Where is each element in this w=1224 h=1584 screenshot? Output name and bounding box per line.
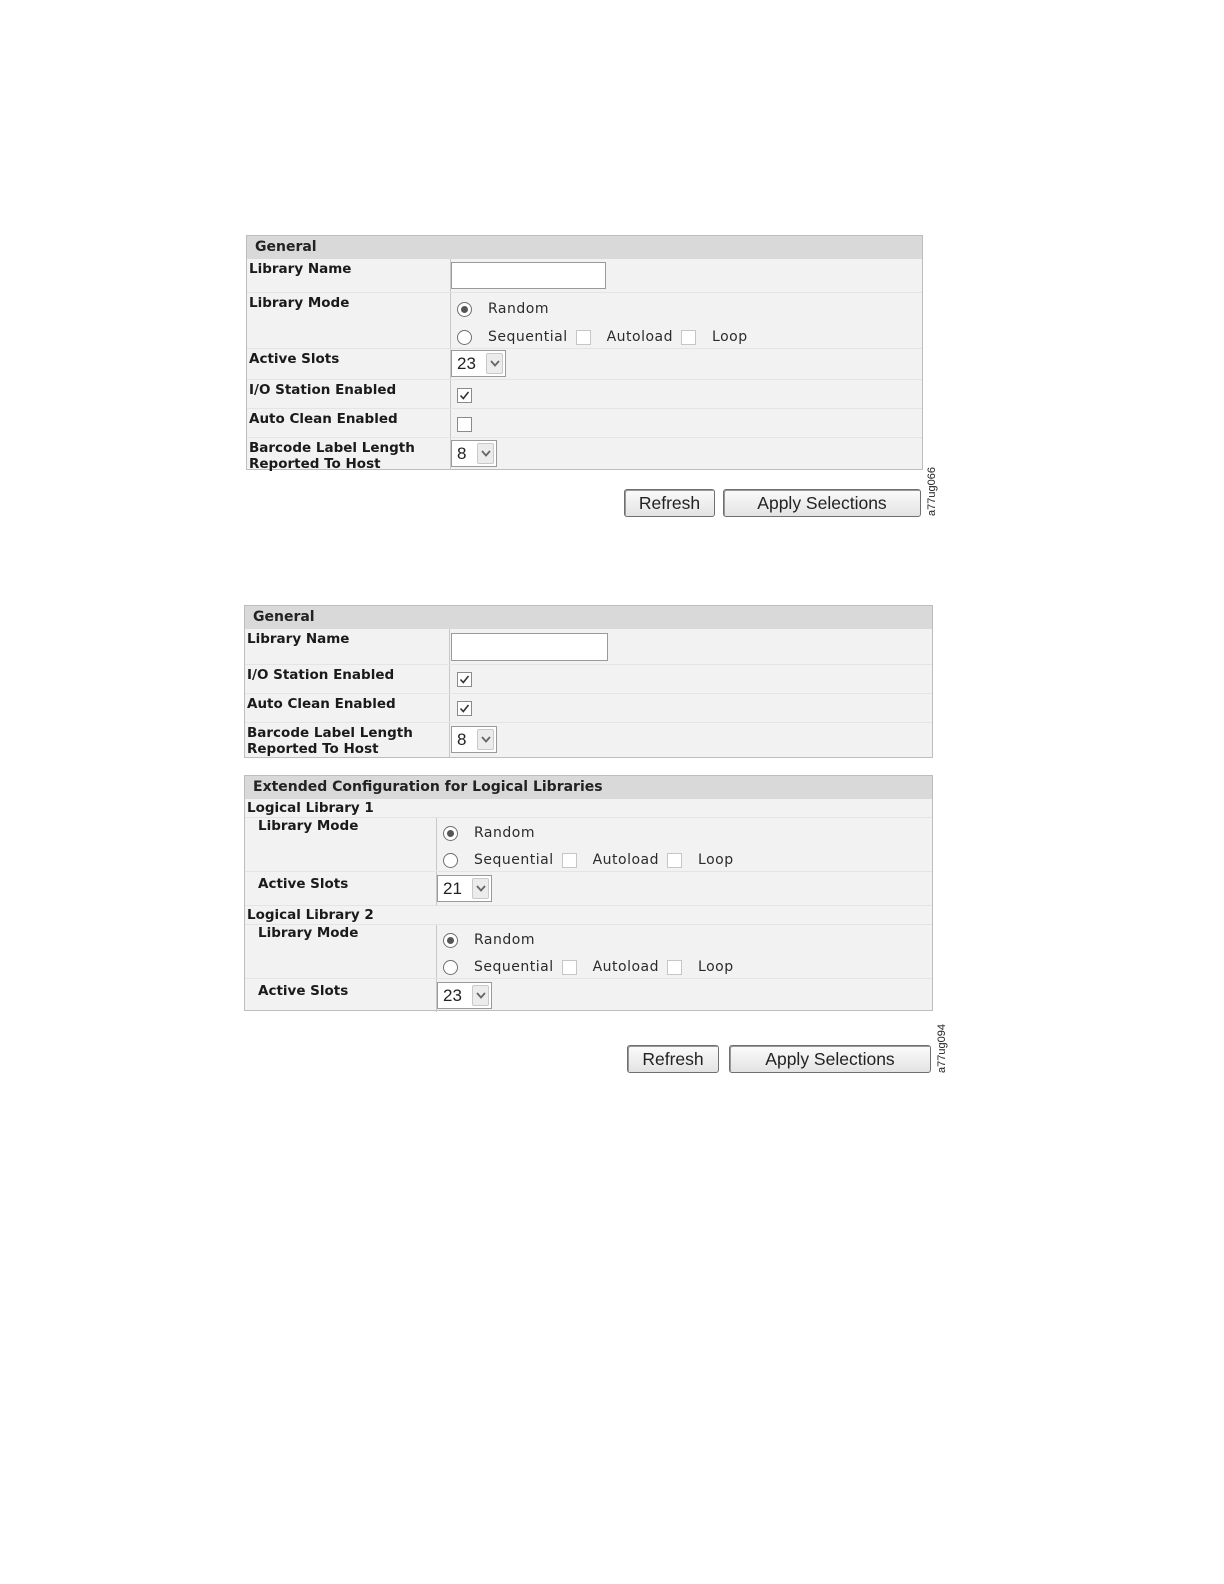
auto-clean-checkbox[interactable] (457, 701, 472, 716)
check-icon (459, 703, 470, 714)
library-mode-row (247, 292, 922, 348)
refresh-button[interactable]: Refresh (624, 489, 715, 517)
loop-checkbox[interactable] (667, 853, 682, 868)
extended-config-panel (244, 775, 933, 1011)
loop-label: Loop (698, 959, 734, 975)
check-icon (459, 390, 470, 401)
library-mode-label: Library Mode (258, 925, 359, 941)
radio-sequential[interactable] (443, 960, 458, 975)
refresh-button[interactable]: Refresh (627, 1045, 719, 1073)
active-slots-value: 23 (457, 353, 476, 373)
figure-id: a77ug094 (936, 1024, 948, 1073)
apply-selections-button[interactable]: Apply Selections (723, 489, 921, 517)
io-station-checkbox[interactable] (457, 388, 472, 403)
mode-random-option[interactable] (457, 301, 549, 317)
barcode-label (247, 725, 447, 757)
general-header: General (245, 606, 932, 629)
radio-sequential[interactable] (443, 853, 458, 868)
general-panel-fig2 (244, 605, 933, 758)
io-station-checkbox[interactable] (457, 672, 472, 687)
mode-sequential-label: Sequential (488, 329, 568, 345)
active-slots-label: Active Slots (258, 876, 349, 892)
library-mode-label: Library Mode (258, 818, 359, 834)
io-station-row (247, 379, 922, 408)
library-name-input[interactable] (451, 262, 606, 289)
io-station-label: I/O Station Enabled (249, 382, 397, 398)
barcode-label-line2: Reported To Host (247, 741, 379, 757)
chevron-down-icon[interactable] (472, 878, 489, 899)
library-name-row (247, 259, 922, 292)
active-slots-row (245, 978, 932, 1012)
barcode-label-line1: Barcode Label Length (249, 440, 415, 456)
barcode-row (245, 722, 932, 759)
barcode-label-line1: Barcode Label Length (247, 725, 413, 741)
auto-clean-row (245, 693, 932, 722)
general-header: General (247, 236, 922, 259)
mode-random-label: Random (474, 825, 535, 841)
check-icon (459, 674, 470, 685)
io-station-label: I/O Station Enabled (247, 667, 395, 683)
active-slots-row (247, 348, 922, 379)
active-slots-label: Active Slots (249, 351, 340, 367)
loop-label: Loop (712, 329, 748, 345)
radio-random[interactable] (443, 826, 458, 841)
loop-checkbox[interactable] (667, 960, 682, 975)
active-slots-row (245, 871, 932, 905)
autoload-label: Autoload (592, 959, 660, 975)
apply-selections-button[interactable]: Apply Selections (729, 1045, 931, 1073)
chevron-down-icon[interactable] (486, 353, 503, 374)
mode-random-option[interactable] (443, 932, 535, 948)
auto-clean-label: Auto Clean Enabled (249, 411, 398, 427)
loop-checkbox[interactable] (681, 330, 696, 345)
radio-sequential[interactable] (457, 330, 472, 345)
library-name-input[interactable] (451, 633, 608, 661)
active-slots-select[interactable] (451, 350, 506, 377)
loop-label: Loop (698, 852, 734, 868)
chevron-down-icon[interactable] (477, 443, 494, 464)
extended-config-header: Extended Configuration for Logical Libraries (245, 776, 932, 799)
library-mode-label: Library Mode (249, 295, 350, 311)
mode-random-label: Random (474, 932, 535, 948)
library-name-row (245, 629, 932, 664)
auto-clean-label: Auto Clean Enabled (247, 696, 396, 712)
mode-sequential-option[interactable] (443, 852, 734, 868)
logical-library-1-title: Logical Library 1 (247, 800, 374, 816)
active-slots-select[interactable] (437, 982, 492, 1009)
mode-sequential-label: Sequential (474, 959, 554, 975)
barcode-label (249, 440, 449, 472)
logical-library-2-row (245, 905, 932, 924)
barcode-length-select[interactable] (451, 440, 497, 467)
active-slots-value: 23 (443, 985, 462, 1005)
active-slots-select[interactable] (437, 875, 492, 902)
library-mode-row (245, 924, 932, 978)
autoload-checkbox[interactable] (562, 853, 577, 868)
library-mode-row (245, 817, 932, 871)
chevron-down-icon[interactable] (477, 729, 494, 750)
io-station-row (245, 664, 932, 693)
barcode-length-select[interactable] (451, 726, 497, 753)
figure-id: a77ug066 (926, 467, 938, 516)
mode-sequential-label: Sequential (474, 852, 554, 868)
radio-random[interactable] (457, 302, 472, 317)
autoload-label: Autoload (592, 852, 660, 868)
logical-library-2-title: Logical Library 2 (247, 907, 374, 923)
barcode-length-value: 8 (457, 443, 467, 463)
barcode-row (247, 437, 922, 472)
autoload-label: Autoload (606, 329, 674, 345)
general-panel-fig1 (246, 235, 923, 470)
barcode-label-line2: Reported To Host (249, 456, 381, 472)
active-slots-label: Active Slots (258, 983, 349, 999)
auto-clean-checkbox[interactable] (457, 417, 472, 432)
autoload-checkbox[interactable] (562, 960, 577, 975)
active-slots-value: 21 (443, 878, 462, 898)
chevron-down-icon[interactable] (472, 985, 489, 1006)
mode-random-label: Random (488, 301, 549, 317)
auto-clean-row (247, 408, 922, 437)
mode-sequential-option[interactable] (443, 959, 734, 975)
mode-random-option[interactable] (443, 825, 535, 841)
autoload-checkbox[interactable] (576, 330, 591, 345)
mode-sequential-option[interactable] (457, 329, 748, 345)
logical-library-1-row (245, 799, 932, 817)
radio-random[interactable] (443, 933, 458, 948)
library-name-label: Library Name (249, 261, 352, 277)
barcode-length-value: 8 (457, 729, 467, 749)
library-name-label: Library Name (247, 631, 350, 647)
